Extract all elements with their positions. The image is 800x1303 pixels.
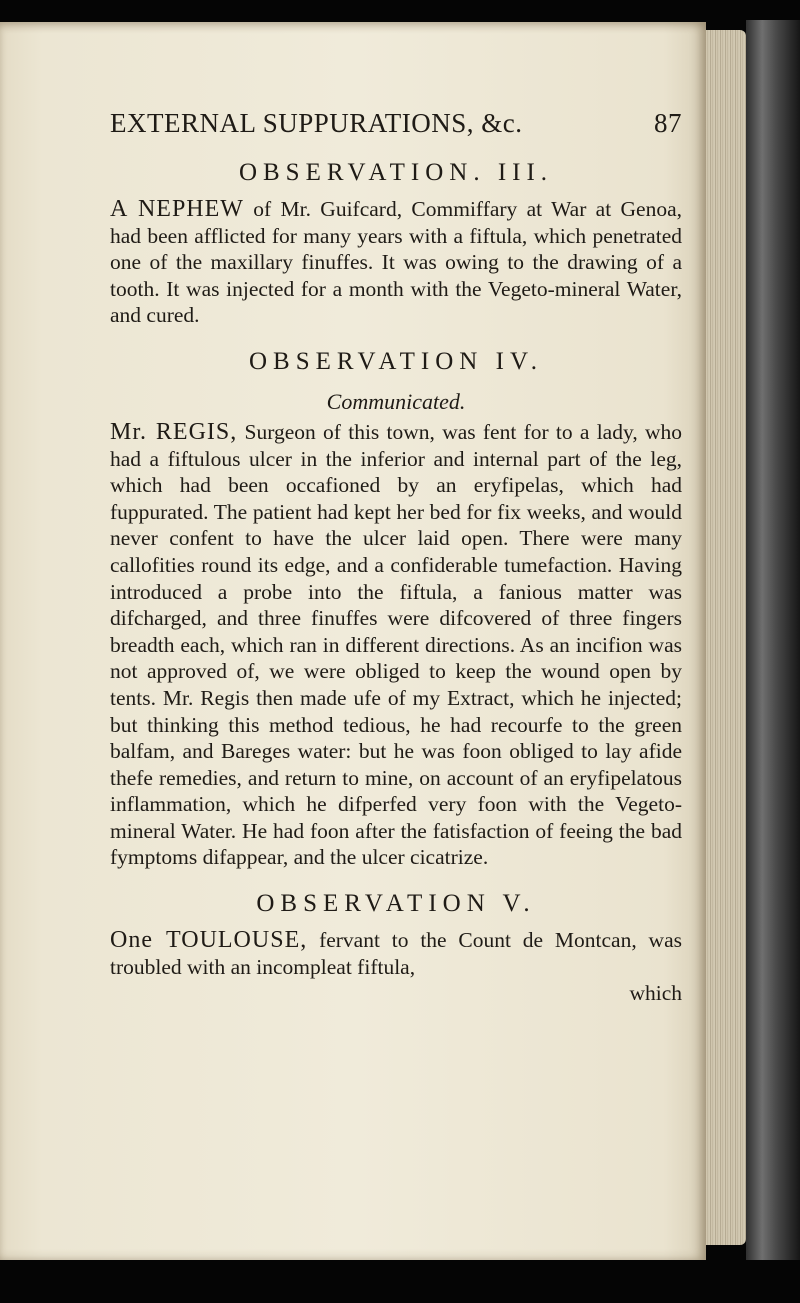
paragraph-body: of Mr. Guifcard, Commiffary at War at Genoa, had been afflicted for many years with a fiftula, which penetrated one of the maxillary finuffes. It was owing to the drawing of a tooth. It was injected for a month with the Vegeto-mineral Water, and cured. (110, 197, 683, 328)
paragraph-body: fervant to the Count de Montcan, was troubled with an incompleat fiftula, (110, 928, 682, 979)
running-head-title: EXTERNAL SUPPURATIONS, &c. (110, 108, 523, 138)
observation-paragraph (110, 419, 682, 871)
page-text (110, 108, 682, 1006)
paragraph-lead: One TOULOUSE, (110, 927, 308, 954)
paragraph-lead: Mr. REGIS, (110, 418, 238, 445)
book-fore-edge (746, 20, 800, 1260)
paragraph-lead: A NEPHEW (110, 196, 244, 222)
observation-paragraph (110, 196, 682, 329)
observation-subheading: Communicated. (326, 388, 466, 414)
running-head (110, 108, 682, 150)
observation-paragraph (110, 927, 682, 980)
catchword: which (629, 981, 682, 1006)
paragraph-body: Surgeon of this town, was fent for to a lady, who had a fiftulous ulcer in the inferior and internal part of the leg, which had been occafioned by an eryfipelas, which had fuppurated. The patient had kept her bed for fix weeks, and would never confent to have the ulcer laid open. There were many callofities round its edge, and a confiderable tumefaction. Having introduced a probe into the fiftula, a fanious matter was difcharged, and three finuffes were difcovered of three fingers breadth each, which ran in different directions. As an incifion was not approved of, we were obliged to keep the wound open by tents. Mr. Regis then made ufe of my Extract, which he injected; but thinking this method tedious, he had recourfe to the green balfam, and Bareges water: but he was foon obliged to lay afide thefe remedies, and return to mine, on account of an eryfipelatous inflammation, which he difperfed very foon with the Vegeto-mineral Water. He had foon after the fatisfaction of feeing the bad fymptoms difappear, and the ulcer cicatrize. (110, 419, 682, 870)
observation-heading: OBSERVATION. III. (238, 159, 554, 186)
observation-heading: OBSERVATION V. (256, 890, 536, 918)
page-number: 87 (654, 108, 682, 138)
observation-heading: OBSERVATION IV. (248, 347, 544, 375)
page-edges (706, 30, 746, 1245)
